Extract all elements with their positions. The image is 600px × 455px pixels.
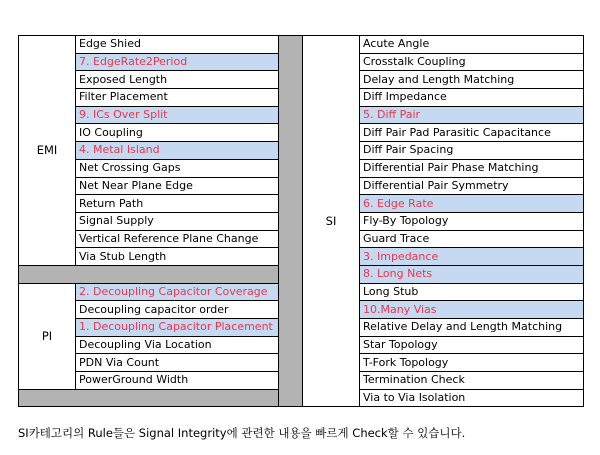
pi-rule-1: 2. Decoupling Capacitor Coverage <box>76 283 279 301</box>
emi-rule-13: Via Stub Length <box>76 248 279 266</box>
si-rule-2: Crosstalk Coupling <box>360 53 584 71</box>
si-rule-21: Via to Via Isolation <box>360 389 584 407</box>
si-rule-17: Relative Delay and Length Matching <box>360 319 584 337</box>
si-rule-1: Acute Angle <box>360 36 584 54</box>
category-pi: PI <box>19 283 76 389</box>
caption: SI카테고리의 Rule들은 Signal Integrity에 관련한 내용을 빠르게 Check할 수 있습니다. <box>18 426 466 440</box>
pi-rule-3: 1. Decoupling Capacitor Placement <box>76 319 279 337</box>
pi-rule-5: PDN Via Count <box>76 354 279 372</box>
si-rule-6: Diff Pair Pad Parasitic Capacitance <box>360 124 584 142</box>
si-rule-5: 5. Diff Pair <box>360 106 584 124</box>
emi-rule-11: Signal Supply <box>76 212 279 230</box>
si-rule-11: Fly-By Topology <box>360 212 584 230</box>
emi-rule-4: Filter Placement <box>76 89 279 107</box>
si-rule-9: Differential Pair Symmetry <box>360 177 584 195</box>
table-row <box>19 36 584 54</box>
rule-table-body <box>19 36 584 407</box>
pi-rule-6: PowerGround Width <box>76 372 279 390</box>
si-rule-20: Termination Check <box>360 372 584 390</box>
si-rule-13: 3. Impedance <box>360 248 584 266</box>
separator-column <box>279 36 303 407</box>
separator-bar <box>19 389 279 407</box>
si-rule-19: T-Fork Topology <box>360 354 584 372</box>
si-rule-3: Delay and Length Matching <box>360 71 584 89</box>
emi-rule-5: 9. ICs Over Split <box>76 106 279 124</box>
si-rule-4: Diff Impedance <box>360 89 584 107</box>
si-rule-15: Long Stub <box>360 283 584 301</box>
emi-rule-10: Return Path <box>76 195 279 213</box>
pi-rule-4: Decoupling Via Location <box>76 336 279 354</box>
si-rule-8: Differential Pair Phase Matching <box>360 159 584 177</box>
emi-rule-9: Net Near Plane Edge <box>76 177 279 195</box>
si-rule-12: Guard Trace <box>360 230 584 248</box>
category-si: SI <box>303 36 360 407</box>
category-emi: EMI <box>19 36 76 266</box>
emi-rule-12: Vertical Reference Plane Change <box>76 230 279 248</box>
emi-rule-8: Net Crossing Gaps <box>76 159 279 177</box>
emi-rule-1: Edge Shied <box>76 36 279 54</box>
si-rule-14: 8. Long Nets <box>360 265 584 283</box>
si-rule-16: 10.Many Vias <box>360 301 584 319</box>
emi-rule-6: IO Coupling <box>76 124 279 142</box>
emi-rule-7: 4. Metal Island <box>76 142 279 160</box>
emi-rule-3: Exposed Length <box>76 71 279 89</box>
rule-category-table <box>18 35 584 407</box>
si-rule-18: Star Topology <box>360 336 584 354</box>
si-rule-10: 6. Edge Rate <box>360 195 584 213</box>
pi-rule-2: Decoupling capacitor order <box>76 301 279 319</box>
si-rule-7: Diff Pair Spacing <box>360 142 584 160</box>
separator-bar <box>19 265 279 283</box>
emi-rule-2: 7. EdgeRate2Period <box>76 53 279 71</box>
